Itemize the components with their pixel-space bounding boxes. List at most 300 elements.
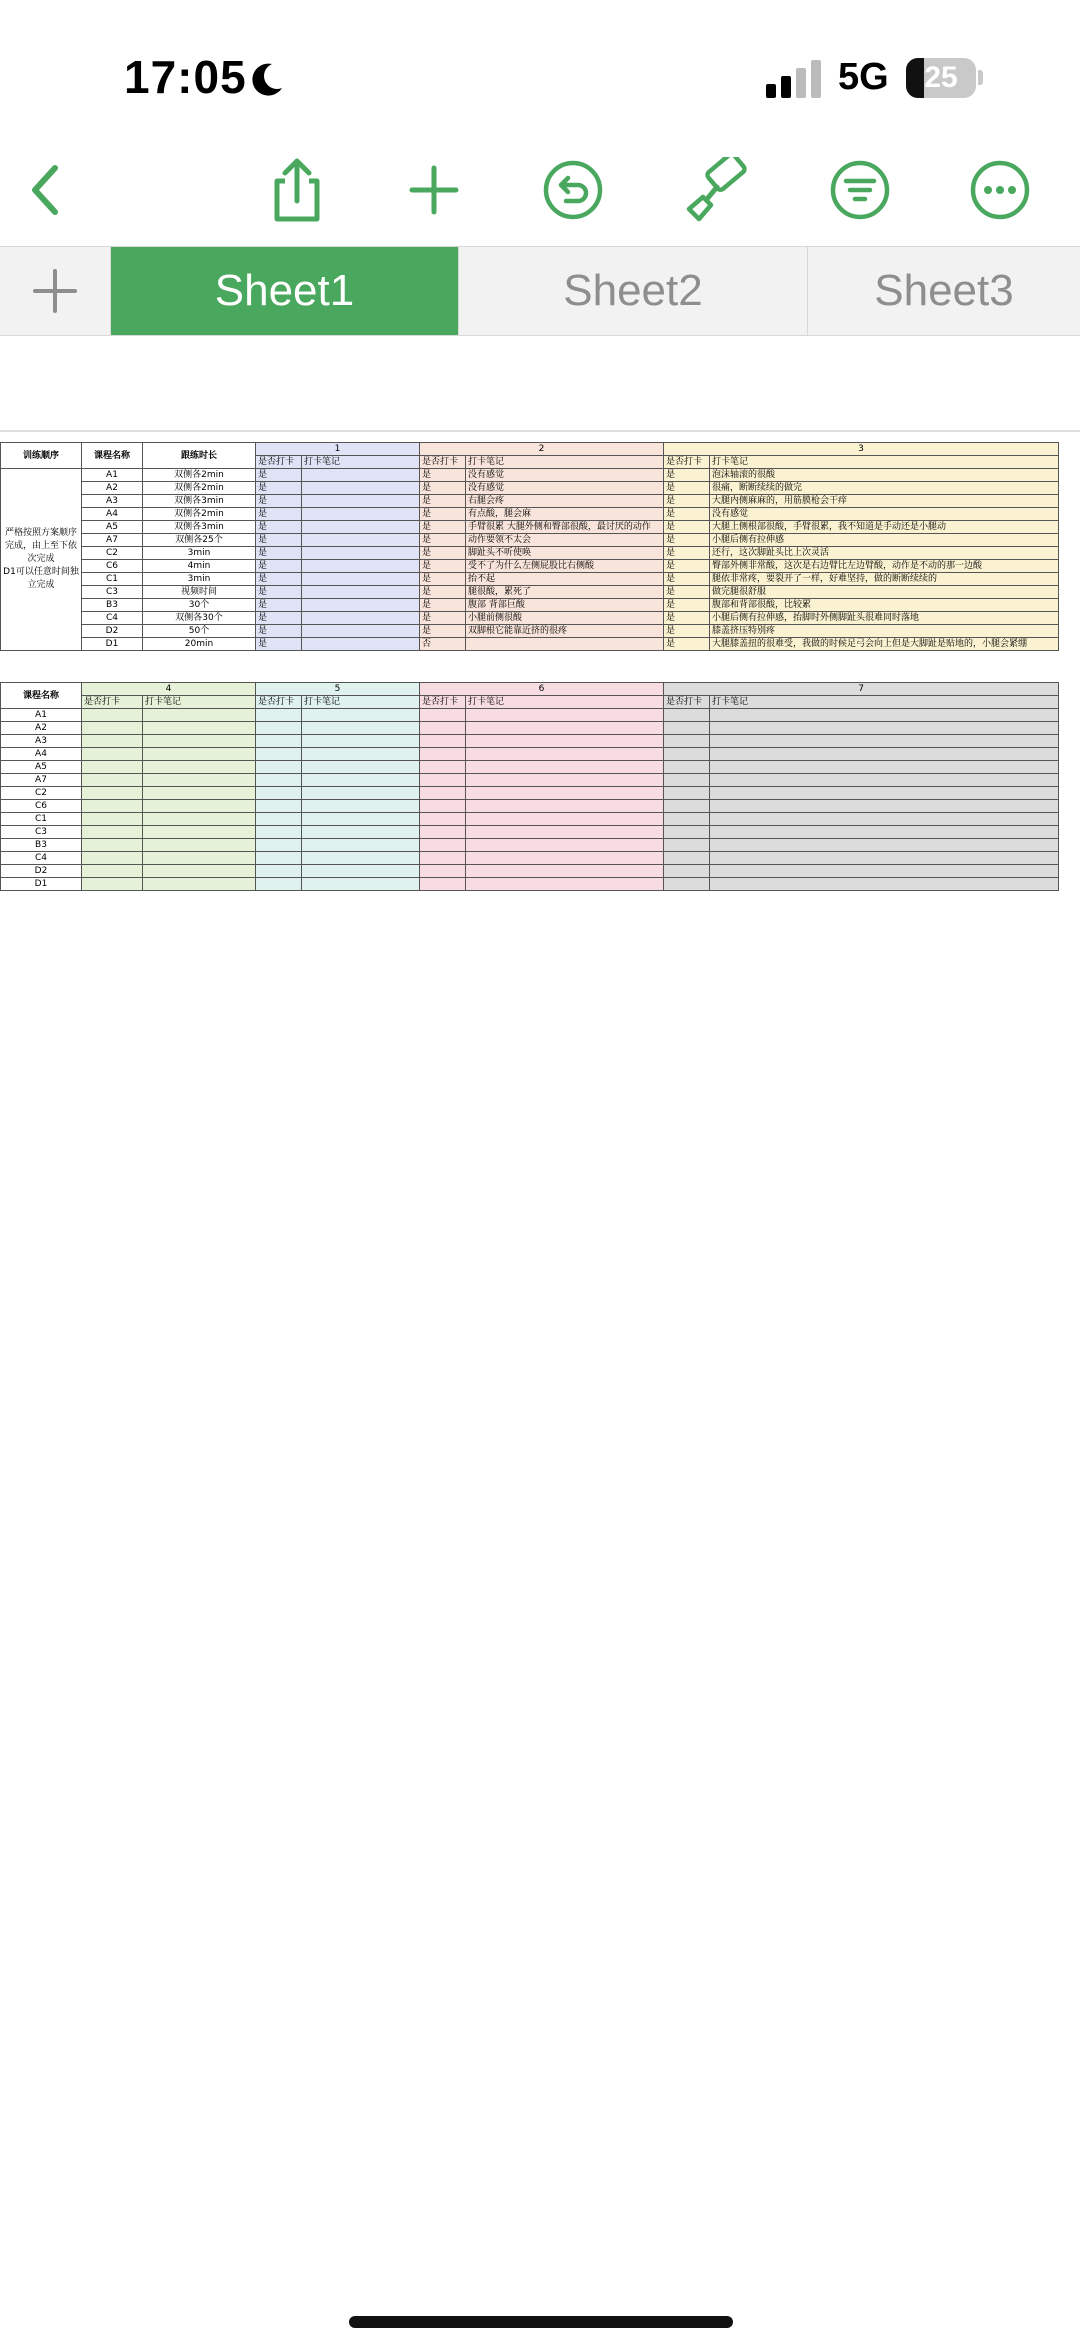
checkin-cell[interactable] [420, 878, 466, 891]
checkin-cell[interactable] [664, 813, 710, 826]
table-row [1, 748, 1059, 761]
checkin-cell[interactable] [82, 813, 143, 826]
note-cell[interactable] [466, 748, 664, 761]
order-note[interactable]: 严格按照方案顺序完成，由上至下依次完成 D1可以任意时间独立完成 [1, 469, 82, 651]
note-cell[interactable] [466, 638, 664, 651]
table-row [1, 534, 1059, 547]
checkin-cell[interactable] [256, 761, 302, 774]
checkin-cell[interactable] [82, 735, 143, 748]
note-cell[interactable] [302, 469, 420, 482]
note-cell[interactable] [143, 865, 256, 878]
checkin-cell[interactable] [256, 813, 302, 826]
checkin-cell[interactable]: 是 [664, 534, 710, 547]
checkin-cell[interactable] [82, 839, 143, 852]
checkin-cell[interactable] [256, 839, 302, 852]
checkin-cell[interactable] [82, 852, 143, 865]
note-cell[interactable] [466, 709, 664, 722]
table-row [1, 826, 1059, 839]
note-cell[interactable]: 做完腿很舒服 [710, 586, 1059, 599]
note-cell[interactable]: 手臂很累 大腿外侧和臀部很酸，最讨厌的动作 [466, 521, 664, 534]
chevron-left-icon [25, 160, 65, 220]
table-row [1, 573, 1059, 586]
note-cell[interactable] [302, 599, 420, 612]
note-cell[interactable]: 大腿内侧麻麻的，用筋膜枪会干痒 [710, 495, 1059, 508]
note-cell[interactable] [710, 852, 1059, 865]
course-cell[interactable]: A7 [1, 774, 82, 787]
note-cell[interactable] [710, 787, 1059, 800]
checkin-cell[interactable] [420, 865, 466, 878]
table-row [1, 560, 1059, 573]
back-button[interactable] [10, 150, 80, 230]
note-cell[interactable] [302, 638, 420, 651]
course-cell[interactable]: D1 [82, 638, 143, 651]
checkin-cell[interactable] [664, 839, 710, 852]
header-course[interactable]: 课程名称 [82, 443, 143, 469]
course-cell[interactable]: C1 [82, 573, 143, 586]
note-cell[interactable] [143, 748, 256, 761]
note-cell[interactable]: 没有感觉 [466, 469, 664, 482]
course-cell[interactable]: A1 [82, 469, 143, 482]
course-cell[interactable]: A1 [1, 709, 82, 722]
checkin-cell[interactable]: 是 [664, 638, 710, 651]
checkin-cell[interactable]: 是 [664, 495, 710, 508]
note-cell[interactable] [302, 787, 420, 800]
checkin-cell[interactable] [664, 878, 710, 891]
note-cell[interactable] [302, 878, 420, 891]
checkin-cell[interactable] [664, 735, 710, 748]
checkin-cell[interactable] [256, 787, 302, 800]
tab-sheet3[interactable]: Sheet3 [874, 266, 1014, 315]
checkin-cell[interactable]: 否 [420, 638, 466, 651]
checkin-cell[interactable] [420, 722, 466, 735]
checkin-cell[interactable] [256, 774, 302, 787]
note-cell[interactable] [302, 612, 420, 625]
checkin-cell[interactable]: 是 [664, 469, 710, 482]
checkin-cell[interactable]: 是 [256, 495, 302, 508]
header-row [1, 443, 1059, 456]
note-cell[interactable] [466, 878, 664, 891]
note-cell[interactable]: 腹部 背部巨酸 [466, 599, 664, 612]
checkin-cell[interactable]: 是 [256, 508, 302, 521]
checkin-cell[interactable] [82, 748, 143, 761]
course-cell[interactable]: C1 [1, 813, 82, 826]
table-row [1, 865, 1059, 878]
checkin-cell[interactable]: 是 [420, 612, 466, 625]
note-cell[interactable] [143, 709, 256, 722]
table-row [1, 482, 1059, 495]
checkin-cell[interactable] [664, 722, 710, 735]
note-cell[interactable] [143, 826, 256, 839]
note-cell[interactable] [466, 722, 664, 735]
note-cell[interactable] [302, 774, 420, 787]
checkin-cell[interactable] [82, 787, 143, 800]
checkin-cell[interactable] [664, 709, 710, 722]
table-row [1, 774, 1059, 787]
checkin-cell[interactable] [256, 852, 302, 865]
note-cell[interactable]: 大腿膝盖扭的很难受，我做的时候足弓会向上但是大脚趾是贴地的，小腿会紧绷 [710, 638, 1059, 651]
checkin-cell[interactable] [664, 865, 710, 878]
header-day[interactable]: 1 [256, 443, 420, 456]
checkin-cell[interactable]: 是 [256, 482, 302, 495]
checkin-cell[interactable] [82, 709, 143, 722]
note-cell[interactable] [302, 748, 420, 761]
filter-button[interactable] [825, 150, 895, 230]
header-checkin[interactable]: 是否打卡 [256, 456, 302, 469]
checkin-cell[interactable]: 是 [256, 638, 302, 651]
duration-cell[interactable]: 3min [143, 573, 256, 586]
checkin-cell[interactable]: 是 [664, 573, 710, 586]
note-cell[interactable]: 双脚根它能靠近挤的很疼 [466, 625, 664, 638]
checkin-cell[interactable]: 是 [256, 534, 302, 547]
checkin-cell[interactable]: 是 [420, 508, 466, 521]
checkin-cell[interactable] [256, 735, 302, 748]
checkin-cell[interactable]: 是 [256, 612, 302, 625]
note-cell[interactable] [710, 709, 1059, 722]
note-cell[interactable] [466, 826, 664, 839]
note-cell[interactable] [302, 560, 420, 573]
duration-cell[interactable]: 双侧各2min [143, 508, 256, 521]
duration-cell[interactable]: 双侧各3min [143, 495, 256, 508]
checkin-cell[interactable] [420, 826, 466, 839]
note-cell[interactable] [466, 813, 664, 826]
note-cell[interactable]: 没有感觉 [710, 508, 1059, 521]
checkin-cell[interactable]: 是 [420, 560, 466, 573]
note-cell[interactable] [143, 813, 256, 826]
note-cell[interactable] [466, 865, 664, 878]
duration-cell[interactable]: 4min [143, 560, 256, 573]
network-label: 5G [838, 56, 889, 98]
course-cell[interactable]: A4 [82, 508, 143, 521]
course-cell[interactable]: A5 [1, 761, 82, 774]
course-cell[interactable]: C6 [1, 800, 82, 813]
course-cell[interactable]: A5 [82, 521, 143, 534]
header-note[interactable]: 打卡笔记 [466, 696, 664, 709]
note-cell[interactable] [302, 800, 420, 813]
note-cell[interactable] [710, 748, 1059, 761]
checkin-cell[interactable]: 是 [664, 612, 710, 625]
header-note[interactable]: 打卡笔记 [466, 456, 664, 469]
checkin-cell[interactable]: 是 [664, 508, 710, 521]
note-cell[interactable]: 腿依非常疼，要裂开了一样，好难坚持，做的断断续续的 [710, 573, 1059, 586]
note-cell[interactable] [302, 625, 420, 638]
course-cell[interactable]: B3 [1, 839, 82, 852]
course-cell[interactable]: A2 [82, 482, 143, 495]
course-cell[interactable]: C4 [82, 612, 143, 625]
checkin-table-1 [0, 442, 1059, 651]
table-row [1, 612, 1059, 625]
checkin-cell[interactable]: 是 [256, 599, 302, 612]
header-checkin[interactable]: 是否打卡 [664, 696, 710, 709]
checkin-cell[interactable] [664, 748, 710, 761]
duration-cell[interactable]: 双侧各30个 [143, 612, 256, 625]
note-cell[interactable]: 没有感觉 [466, 482, 664, 495]
note-cell[interactable]: 臀部外侧非常酸，这次是右边臂比左边臂酸，动作是不动的那一边酸 [710, 560, 1059, 573]
checkin-cell[interactable] [420, 839, 466, 852]
checkin-cell[interactable] [256, 878, 302, 891]
checkin-cell[interactable] [82, 878, 143, 891]
tab-sheet2[interactable]: Sheet2 [459, 247, 808, 335]
tab-sheet1[interactable]: Sheet1 [111, 247, 459, 335]
home-indicator [349, 2316, 733, 2328]
duration-cell[interactable]: 50个 [143, 625, 256, 638]
header-note[interactable]: 打卡笔记 [302, 696, 420, 709]
note-cell[interactable]: 脚趾头不听使唤 [466, 547, 664, 560]
checkin-cell[interactable] [82, 761, 143, 774]
note-cell[interactable] [466, 800, 664, 813]
checkin-cell[interactable]: 是 [420, 534, 466, 547]
note-cell[interactable] [302, 547, 420, 560]
header-day[interactable]: 3 [664, 443, 1059, 456]
table-row [1, 761, 1059, 774]
checkin-cell[interactable] [420, 735, 466, 748]
note-cell[interactable] [710, 761, 1059, 774]
note-cell[interactable]: 右腿会疼 [466, 495, 664, 508]
header-note[interactable]: 打卡笔记 [302, 456, 420, 469]
note-cell[interactable]: 膝盖挤压特别疼 [710, 625, 1059, 638]
header-checkin[interactable]: 是否打卡 [82, 696, 143, 709]
note-cell[interactable]: 小腿后侧有拉伸感，抬脚时外侧脚趾头很难同时落地 [710, 612, 1059, 625]
checkin-cell[interactable]: 是 [664, 599, 710, 612]
note-cell[interactable] [302, 495, 420, 508]
note-cell[interactable] [710, 735, 1059, 748]
course-cell[interactable]: A2 [1, 722, 82, 735]
checkin-cell[interactable] [82, 865, 143, 878]
note-cell[interactable]: 受不了为什么左侧屁股比右侧酸 [466, 560, 664, 573]
checkin-cell[interactable]: 是 [420, 469, 466, 482]
note-cell[interactable] [302, 865, 420, 878]
header-day[interactable]: 6 [420, 683, 664, 696]
checkin-cell[interactable]: 是 [420, 495, 466, 508]
table-row [1, 625, 1059, 638]
checkin-cell[interactable]: 是 [256, 560, 302, 573]
note-cell[interactable] [466, 774, 664, 787]
note-cell[interactable]: 还行，这次脚趾头比上次灵活 [710, 547, 1059, 560]
note-cell[interactable]: 腹部和背部很酸，比较累 [710, 599, 1059, 612]
checkin-cell[interactable] [420, 787, 466, 800]
note-cell[interactable] [143, 852, 256, 865]
note-cell[interactable] [302, 521, 420, 534]
checkin-cell[interactable]: 是 [256, 586, 302, 599]
note-cell[interactable] [302, 852, 420, 865]
header-day[interactable]: 5 [256, 683, 420, 696]
checkin-cell[interactable]: 是 [664, 482, 710, 495]
checkin-cell[interactable]: 是 [420, 573, 466, 586]
share-button[interactable] [262, 150, 332, 230]
checkin-cell[interactable]: 是 [664, 547, 710, 560]
checkin-cell[interactable] [82, 774, 143, 787]
course-cell[interactable]: C6 [82, 560, 143, 573]
header-duration[interactable]: 跟练时长 [143, 443, 256, 469]
note-cell[interactable] [710, 722, 1059, 735]
note-cell[interactable] [466, 735, 664, 748]
table-row [1, 495, 1059, 508]
checkin-cell[interactable] [664, 787, 710, 800]
checkin-cell[interactable]: 是 [256, 521, 302, 534]
course-cell[interactable]: A3 [1, 735, 82, 748]
note-cell[interactable] [710, 813, 1059, 826]
note-cell[interactable]: 很痛，断断续续的做完 [710, 482, 1059, 495]
note-cell[interactable] [302, 839, 420, 852]
note-cell[interactable] [302, 735, 420, 748]
note-cell[interactable] [710, 865, 1059, 878]
header-note[interactable]: 打卡笔记 [710, 696, 1059, 709]
duration-cell[interactable]: 30个 [143, 599, 256, 612]
checkin-cell[interactable]: 是 [256, 573, 302, 586]
note-cell[interactable] [710, 800, 1059, 813]
course-cell[interactable]: C4 [1, 852, 82, 865]
course-cell[interactable]: D2 [82, 625, 143, 638]
header-checkin[interactable]: 是否打卡 [420, 456, 466, 469]
note-cell[interactable] [302, 573, 420, 586]
checkin-cell[interactable] [256, 865, 302, 878]
more-button[interactable] [965, 150, 1035, 230]
note-cell[interactable] [710, 878, 1059, 891]
note-cell[interactable]: 泡沫轴滚的很酸 [710, 469, 1059, 482]
checkin-cell[interactable]: 是 [420, 599, 466, 612]
note-cell[interactable] [143, 878, 256, 891]
checkin-cell[interactable] [420, 800, 466, 813]
checkin-cell[interactable] [664, 852, 710, 865]
checkin-cell[interactable]: 是 [420, 586, 466, 599]
duration-cell[interactable]: 双侧各25个 [143, 534, 256, 547]
note-cell[interactable] [302, 482, 420, 495]
checkin-cell[interactable] [256, 826, 302, 839]
duration-cell[interactable]: 双侧各2min [143, 469, 256, 482]
checkin-cell[interactable] [256, 748, 302, 761]
checkin-cell[interactable]: 是 [664, 521, 710, 534]
checkin-cell[interactable] [420, 748, 466, 761]
duration-cell[interactable]: 3min [143, 547, 256, 560]
header-order[interactable]: 训练顺序 [1, 443, 82, 469]
table-row [1, 878, 1059, 891]
header-day[interactable]: 4 [82, 683, 256, 696]
checkin-cell[interactable] [420, 774, 466, 787]
checkin-cell[interactable] [664, 800, 710, 813]
note-cell[interactable]: 动作要领不太会 [466, 534, 664, 547]
checkin-cell[interactable] [82, 826, 143, 839]
checkin-cell[interactable]: 是 [664, 625, 710, 638]
checkin-cell[interactable]: 是 [256, 547, 302, 560]
checkin-cell[interactable]: 是 [420, 547, 466, 560]
header-note[interactable]: 打卡笔记 [143, 696, 256, 709]
checkin-cell[interactable] [256, 722, 302, 735]
course-cell[interactable]: B3 [82, 599, 143, 612]
course-cell[interactable]: D2 [1, 865, 82, 878]
checkin-cell[interactable] [664, 761, 710, 774]
note-cell[interactable]: 小腿后侧有拉伸感 [710, 534, 1059, 547]
note-cell[interactable] [710, 826, 1059, 839]
note-cell[interactable] [302, 761, 420, 774]
course-cell[interactable]: A7 [82, 534, 143, 547]
checkin-cell[interactable] [420, 761, 466, 774]
note-cell[interactable] [302, 534, 420, 547]
note-cell[interactable] [143, 761, 256, 774]
note-cell[interactable] [302, 826, 420, 839]
note-cell[interactable] [710, 774, 1059, 787]
battery-tip [978, 70, 983, 85]
header-checkin[interactable]: 是否打卡 [420, 696, 466, 709]
checkin-cell[interactable] [664, 826, 710, 839]
table-row [1, 787, 1059, 800]
note-cell[interactable]: 有点酸，腿会麻 [466, 508, 664, 521]
note-cell[interactable] [466, 852, 664, 865]
checkin-cell[interactable] [256, 709, 302, 722]
duration-cell[interactable]: 双侧各2min [143, 482, 256, 495]
note-cell[interactable] [302, 508, 420, 521]
note-cell[interactable] [143, 839, 256, 852]
course-cell[interactable]: C2 [1, 787, 82, 800]
header-day[interactable]: 2 [420, 443, 664, 456]
header-checkin[interactable]: 是否打卡 [664, 456, 710, 469]
duration-cell[interactable]: 20min [143, 638, 256, 651]
note-cell[interactable] [302, 586, 420, 599]
checkin-cell[interactable]: 是 [420, 521, 466, 534]
checkin-cell[interactable] [256, 800, 302, 813]
note-cell[interactable] [710, 839, 1059, 852]
note-cell[interactable] [143, 800, 256, 813]
table-row [1, 469, 1059, 482]
checkin-cell[interactable] [82, 800, 143, 813]
checkin-cell[interactable] [420, 813, 466, 826]
header-course[interactable]: 课程名称 [1, 683, 82, 709]
toolbar [0, 150, 1080, 240]
course-cell[interactable]: C3 [1, 826, 82, 839]
checkin-cell[interactable] [664, 774, 710, 787]
note-cell[interactable]: 小腿前侧很酸 [466, 612, 664, 625]
duration-cell[interactable]: 双侧各3min [143, 521, 256, 534]
note-cell[interactable] [143, 735, 256, 748]
header-note[interactable]: 打卡笔记 [710, 456, 1059, 469]
add-sheet-button[interactable] [0, 247, 111, 335]
table-row [1, 709, 1059, 722]
checkin-cell[interactable]: 是 [256, 625, 302, 638]
header-day[interactable]: 7 [664, 683, 1059, 696]
note-cell[interactable] [466, 839, 664, 852]
note-cell[interactable]: 大腿上侧根部很酸，手臂很累，我不知道是手动还是小腿动 [710, 521, 1059, 534]
grid-line [0, 431, 1080, 432]
checkin-cell[interactable]: 是 [420, 625, 466, 638]
header-checkin[interactable]: 是否打卡 [256, 696, 302, 709]
course-cell[interactable]: A4 [1, 748, 82, 761]
undo-button[interactable] [538, 150, 608, 230]
duration-cell[interactable]: 视频时间 [143, 586, 256, 599]
format-button[interactable] [680, 150, 750, 230]
note-cell[interactable] [143, 722, 256, 735]
course-cell[interactable]: C2 [82, 547, 143, 560]
checkin-cell[interactable]: 是 [420, 482, 466, 495]
note-cell[interactable] [466, 761, 664, 774]
note-cell[interactable] [302, 709, 420, 722]
note-cell[interactable] [143, 787, 256, 800]
note-cell[interactable] [466, 787, 664, 800]
checkin-cell[interactable]: 是 [256, 469, 302, 482]
checkin-cell[interactable]: 是 [664, 586, 710, 599]
note-cell[interactable] [302, 722, 420, 735]
table-row [1, 735, 1059, 748]
checkin-cell[interactable] [420, 709, 466, 722]
course-cell[interactable]: C3 [82, 586, 143, 599]
checkin-cell[interactable] [82, 722, 143, 735]
course-cell[interactable]: A3 [82, 495, 143, 508]
note-cell[interactable] [143, 774, 256, 787]
checkin-cell[interactable]: 是 [664, 560, 710, 573]
note-cell[interactable] [302, 813, 420, 826]
course-cell[interactable]: D1 [1, 878, 82, 891]
add-button[interactable] [399, 150, 469, 230]
note-cell[interactable]: 抬不起 [466, 573, 664, 586]
checkin-cell[interactable] [420, 852, 466, 865]
note-cell[interactable]: 腿很酸，累死了 [466, 586, 664, 599]
